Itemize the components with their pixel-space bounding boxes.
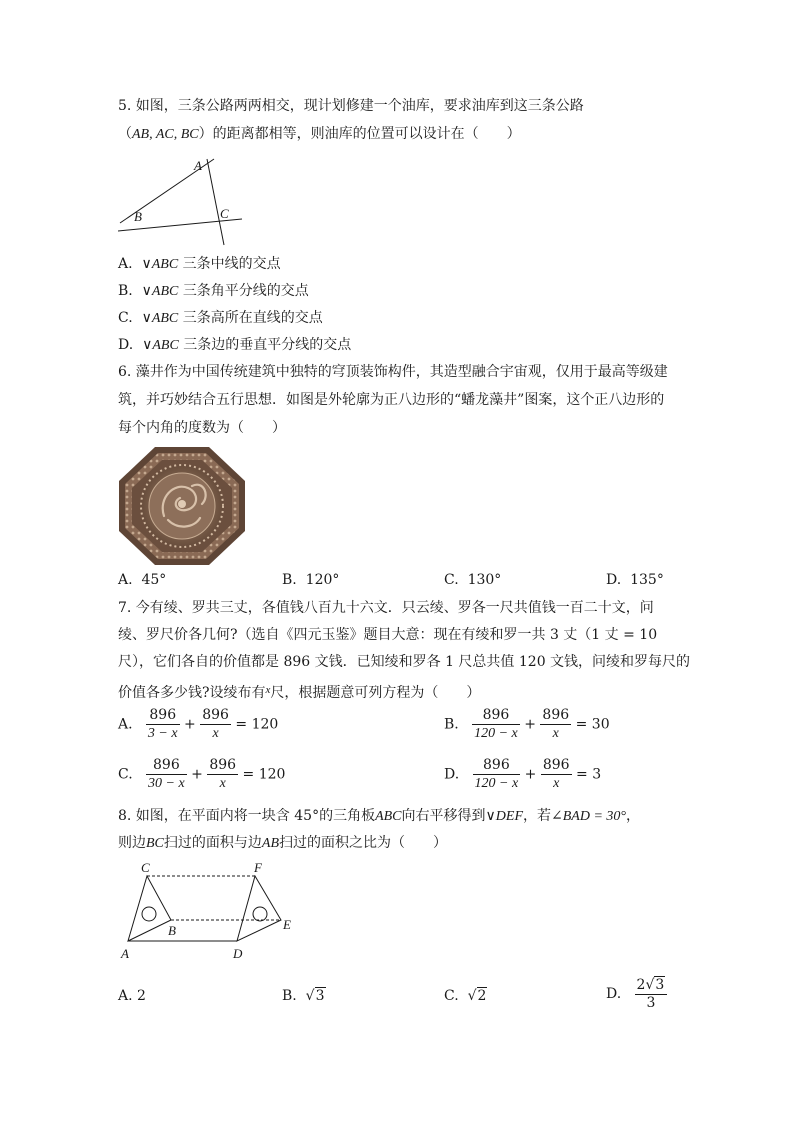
q7-option-a[interactable]: A. $\frac{896}{3 - x}$ + $\frac{896}{x}$ = 120 xyxy=(118,707,279,741)
q5-road-figure xyxy=(118,155,248,247)
q7-stem-line3: 尺），它们各自的价值都是 896 文钱．已知绫和罗各 1 尺总共值 120 文钱，问绫和罗每尺的 xyxy=(118,654,691,670)
label-a: A xyxy=(121,946,129,961)
q7-stem-line4: 价值各多少钱?设绫布有$^x$尺，根据题意可列方程为（ ） xyxy=(118,684,481,701)
q8-option-d[interactable]: D. $\frac{2√3}{3}$ xyxy=(606,976,667,1012)
q5-stem-tail: ）的距离都相等，则油库的位置可以设计在（ ） xyxy=(198,126,521,142)
q8-option-b[interactable]: B. √3 xyxy=(282,988,325,1004)
fraction: $\frac{896}{x}$ xyxy=(542,707,570,741)
fraction: $\frac{2√3}{3}$ xyxy=(635,976,668,1012)
road-ac xyxy=(207,159,224,245)
octagon-caisson-picture xyxy=(118,446,246,566)
q6-option-b[interactable]: B. 120° xyxy=(282,572,340,588)
triangle-abc xyxy=(128,876,171,941)
q5-option-a[interactable]: A. ∨ABC 三条中线的交点 xyxy=(118,256,281,272)
q5-option-b[interactable]: B. ∨ABC 三条角平分线的交点 xyxy=(118,283,309,299)
q7-option-d[interactable]: D. $\frac{896}{120 - x}$ + $\frac{896}{x}$ = 3 xyxy=(444,757,602,791)
q7-option-c[interactable]: C. $\frac{896}{30 - x}$ + $\frac{896}{x}$ = 120 xyxy=(118,757,286,791)
q8-stem-line2: 则边BC扫过的面积与边AB扫过的面积之比为（ ） xyxy=(118,835,447,851)
q5-stem-line2 xyxy=(118,124,521,145)
q6-stem-line1: 6. 藻井作为中国传统建筑中独特的穹顶装饰构件，其造型融合宇宙观，仅用于最高等级建 xyxy=(118,364,668,380)
vertex-b-label: B xyxy=(134,209,142,224)
label-c: C xyxy=(141,860,150,875)
q7-variable: x xyxy=(265,684,271,696)
fraction: $\frac{896}{3 - x}$ xyxy=(147,707,178,741)
q6-option-a[interactable]: A. 45° xyxy=(118,572,167,588)
label-d: D xyxy=(233,946,243,961)
q7-option-b[interactable]: B. $\frac{896}{120 - x}$ + $\frac{896}{x}$ = 30 xyxy=(444,707,610,741)
fraction: $\frac{896}{x}$ xyxy=(542,757,570,791)
q6-option-d[interactable]: D. 135° xyxy=(606,572,664,588)
q7-stem-line2: 绫、罗尺价各几何?（选自《四元玉鉴》题目大意：现在有绫和罗一共 3 丈（1 丈 = 10 xyxy=(118,627,658,643)
label-e: E xyxy=(283,917,291,932)
hole-circle xyxy=(253,907,267,921)
q8-stem-line1: 8. 如图，在平面内将一块含 45°的三角板ABC向右平移得到∨DEF，若∠BAD = 30°， xyxy=(118,808,640,824)
q5-paren-open: （ xyxy=(118,126,132,142)
label-f: F xyxy=(254,860,262,875)
fraction: $\frac{896}{30 - x}$ xyxy=(148,757,185,791)
q8-translation-figure xyxy=(114,858,300,964)
q8-option-c[interactable]: C. √2 xyxy=(444,988,487,1004)
fraction: $\frac{896}{120 - x}$ xyxy=(474,707,518,741)
hole-circle xyxy=(142,907,156,921)
vertex-c-label: C xyxy=(220,206,229,221)
fraction: $\frac{896}{120 - x}$ xyxy=(474,757,519,791)
triangle-def xyxy=(237,876,281,941)
fraction: $\frac{896}{x}$ xyxy=(202,707,229,741)
label-b: B xyxy=(168,923,176,938)
q6-stem-line3: 每个内角的度数为（ ） xyxy=(118,420,286,436)
fraction: $\frac{896}{x}$ xyxy=(209,757,237,791)
q6-option-c[interactable]: C. 130° xyxy=(444,572,502,588)
q5-option-d[interactable]: D. ∨ABC 三条边的垂直平分线的交点 xyxy=(118,337,352,353)
q8-option-a[interactable]: A. 2 xyxy=(118,988,146,1004)
q5-stem-line1: 5. 如图，三条公路两两相交，现计划修建一个油库，要求油库到这三条公路 xyxy=(118,98,584,114)
q6-stem-line2: 筑，并巧妙结合五行思想．如图是外轮廓为正八边形的“蟠龙藻井”图案，这个正八边形的 xyxy=(118,392,665,408)
q5-roads: AB, AC, BC xyxy=(132,127,199,142)
vertex-a-label: A xyxy=(194,158,202,173)
q7-stem-line1: 7. 今有绫、罗共三丈，各值钱八百九十六文．只云绫、罗各一尺共值钱一百二十文，问 xyxy=(118,600,654,616)
q5-option-c[interactable]: C. ∨ABC 三条高所在直线的交点 xyxy=(118,310,323,326)
